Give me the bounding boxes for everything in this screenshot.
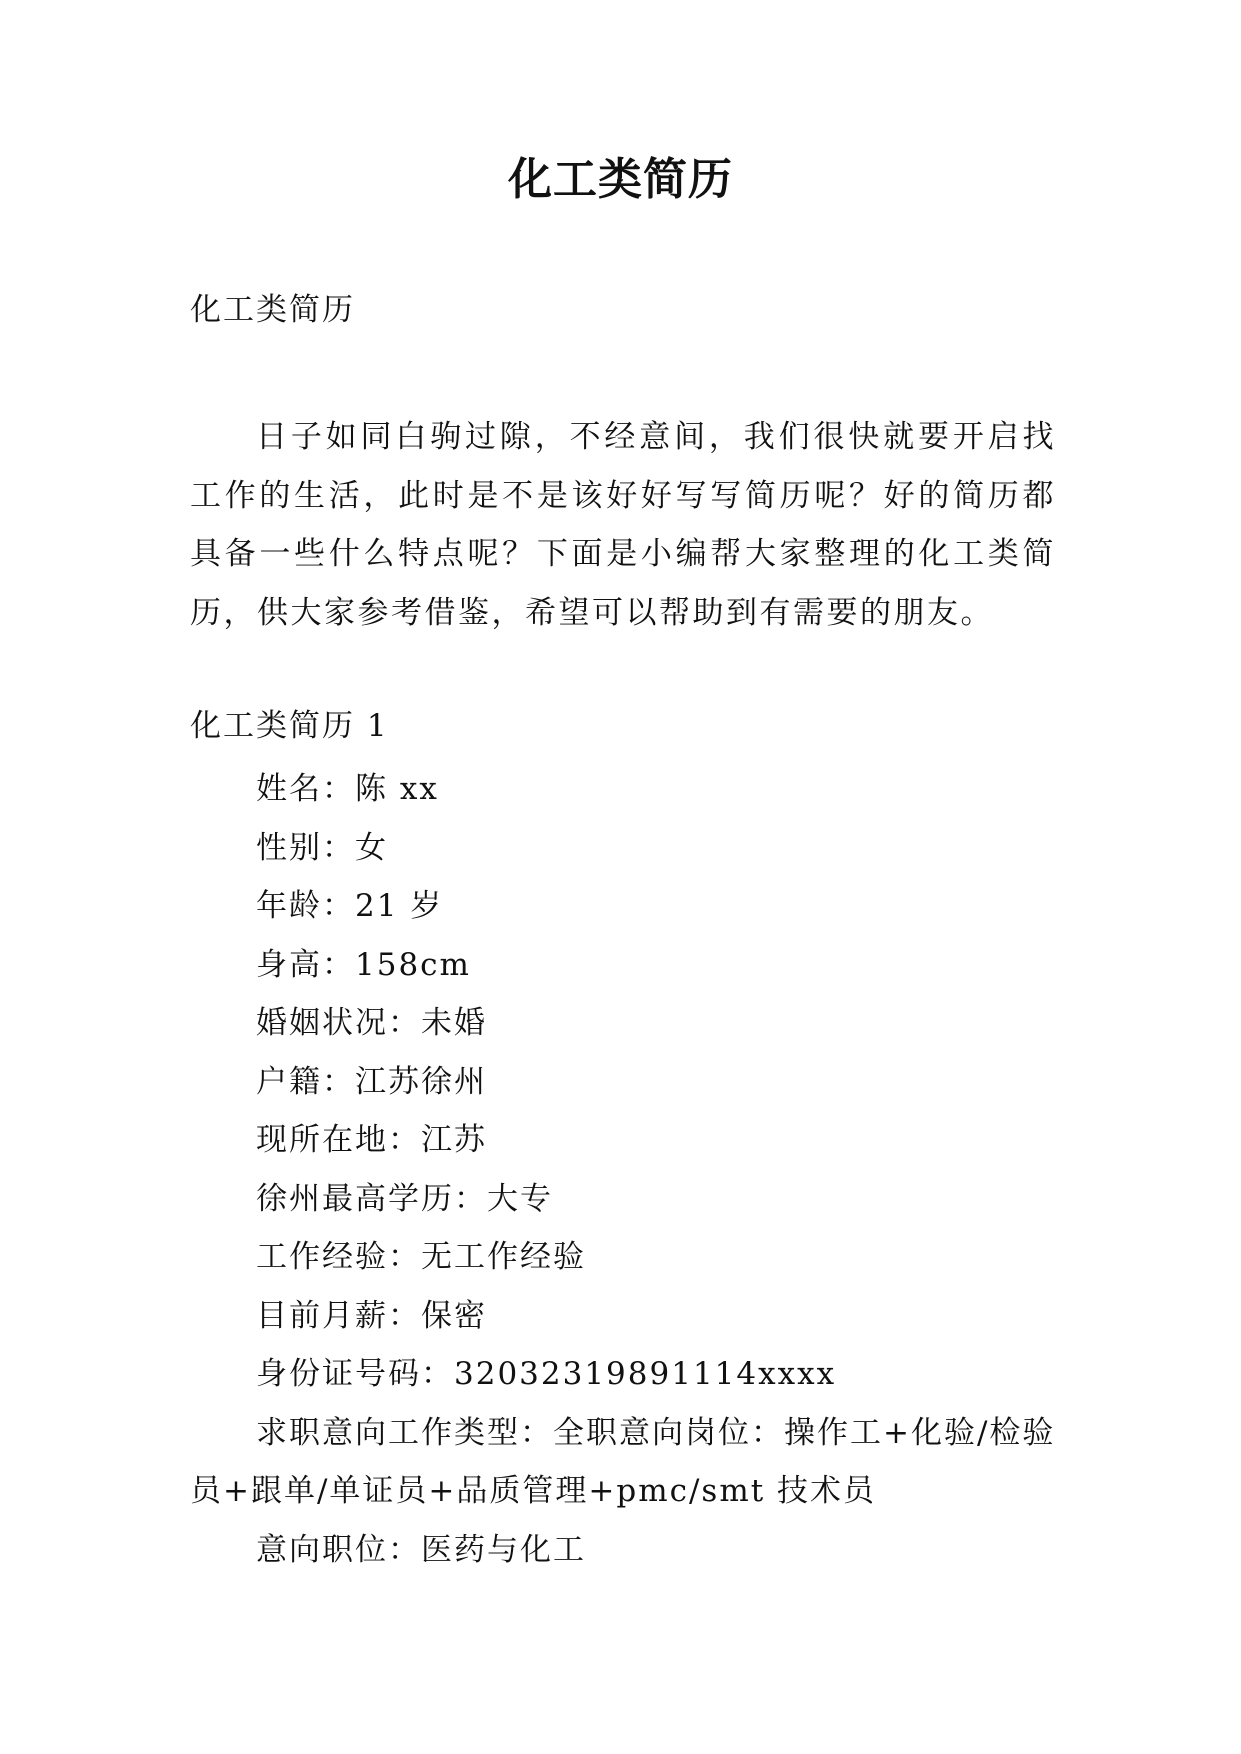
field-household-registration: 户籍：江苏徐州 — [256, 1063, 487, 1100]
document-subtitle: 化工类简历 — [190, 292, 355, 328]
field-id-number: 身份证号码：32032319891114xxxx — [256, 1356, 837, 1392]
field-age: 年龄：21 岁 — [256, 888, 444, 924]
field-job-intention: 求职意向工作类型：全职意向岗位：操作工+化验/检验员+跟单/单证员+品质管理+pmc/smt 技术员 — [190, 1414, 1056, 1509]
document-title: 化工类简历 — [508, 154, 733, 205]
field-education: 徐州最高学历：大专 — [256, 1180, 553, 1217]
field-current-location: 现所在地：江苏 — [256, 1122, 487, 1158]
field-work-experience: 工作经验：无工作经验 — [256, 1239, 586, 1275]
field-height: 身高：158cm — [256, 946, 471, 983]
resume-field-list — [190, 760, 1056, 1579]
field-current-salary: 目前月薪：保密 — [256, 1297, 487, 1334]
field-marital-status: 婚姻状况：未婚 — [256, 1005, 487, 1041]
field-intended-position: 意向职位：医药与化工 — [256, 1531, 586, 1568]
field-name: 姓名：陈 xx — [256, 771, 439, 807]
section-heading-resume-1: 化工类简历 1 — [190, 708, 389, 744]
field-gender: 性别：女 — [256, 829, 388, 866]
intro-paragraph: 日子如同白驹过隙，不经意间，我们很快就要开启找工作的生活，此时是不是该好好写写简历呢？好的简历都具备一些什么特点呢？下面是小编帮大家整理的化工类简历，供大家参考借鉴，希望可以帮助到有需要的朋友。 — [190, 419, 1056, 631]
